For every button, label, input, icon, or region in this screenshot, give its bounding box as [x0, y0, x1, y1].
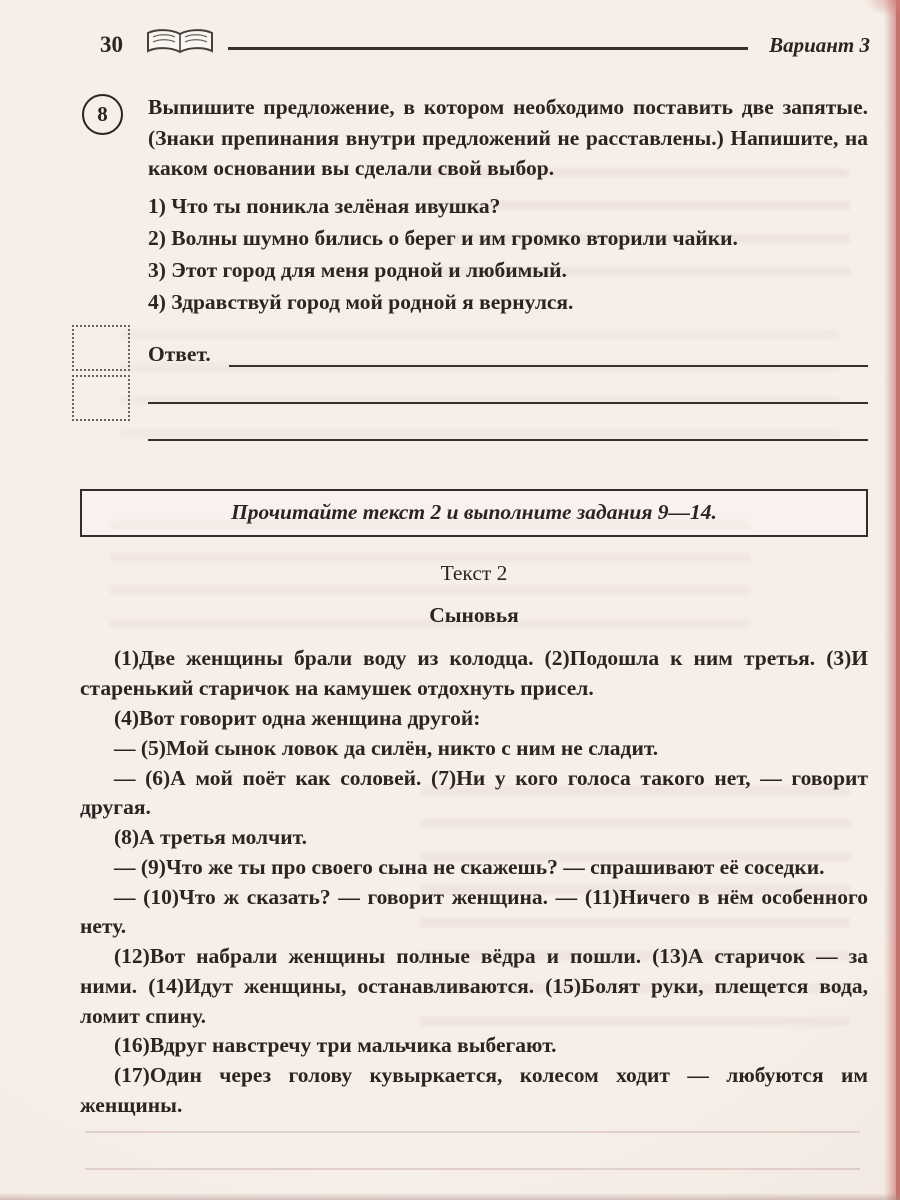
option-2: 2) Волны шумно бились о берег и им громко вторили чайки.	[148, 225, 738, 250]
answer-write-line	[229, 341, 868, 367]
ghost-line	[85, 1168, 860, 1170]
paragraph: — (5)Мой сынок ловок да силён, никто с ним не сладит.	[114, 735, 659, 760]
header-rule	[228, 47, 748, 50]
reading-text	[80, 644, 868, 1120]
text2-heading: Сыновья	[429, 603, 519, 628]
answer-label: Ответ.	[148, 342, 211, 367]
paragraph: (16)Вдруг навстречу три мальчика выбегают.	[114, 1033, 557, 1058]
paragraph: (1)Две женщины брали воду из колодца. (2)Подошла к ним третья. (3)И старенький старичок на камушек отдохнуть присел.	[80, 646, 868, 701]
text2-title: Текст 2	[440, 561, 508, 586]
paragraph: (12)Вот набрали женщины полные вёдра и пошли. (13)А старичок — за ними. (14)Идут женщины, останавливаются. (15)Болят руки, плещется вода, ломит спину.	[80, 944, 868, 1028]
task-number-badge: 8	[82, 94, 123, 135]
text2-banner	[80, 489, 868, 537]
paragraph: — (6)А мой поёт как соловей. (7)Ни у кого голоса такого нет, — говорит другая.	[80, 765, 868, 820]
checker-box	[72, 375, 130, 421]
scan-edge	[0, 1193, 900, 1200]
checker-boxes	[72, 325, 130, 425]
answer-row	[148, 341, 868, 367]
ghost-line	[85, 1131, 860, 1133]
paragraph: (17)Один через голову кувыркается, колесом ходит — любуются им женщины.	[80, 1063, 868, 1117]
task-instruction: Выпишите предложение, в котором необходимо поставить две запятые. (Знаки препинания внутри предложений не расставлены.) Напишите, на каком основании вы сделали свой выбор.	[148, 95, 868, 181]
scan-edge	[840, 0, 900, 24]
paragraph: — (10)Что ж сказать? — говорит женщина. — (11)Ничего в нём особенного нету.	[80, 884, 868, 939]
answer-write-line	[148, 439, 868, 441]
checker-box	[72, 325, 130, 371]
page-header	[0, 0, 900, 72]
book-icon	[140, 26, 220, 63]
task-8	[97, 92, 868, 441]
answer-area	[148, 341, 868, 441]
option-3: 3) Этот город для меня родной и любимый.	[148, 258, 567, 283]
option-1: 1) Что ты поникла зелёная ивушка?	[148, 193, 501, 218]
scan-edge	[896, 0, 900, 1200]
option-4: 4) Здравствуй город мой родной я вернулся.	[148, 290, 574, 315]
paragraph: — (9)Что же ты про своего сына не скажешь? — спрашивают её соседки.	[114, 854, 825, 879]
page-number: 30	[100, 32, 123, 57]
task-options	[148, 192, 868, 318]
paragraph: (8)А третья молчит.	[114, 825, 307, 850]
answer-write-line	[148, 402, 868, 404]
paragraph: (4)Вот говорит одна женщина другой:	[114, 706, 481, 731]
text2-banner-label: Прочитайте текст 2 и выполните задания 9—14.	[231, 500, 717, 525]
variant-label: Вариант 3	[769, 33, 870, 57]
